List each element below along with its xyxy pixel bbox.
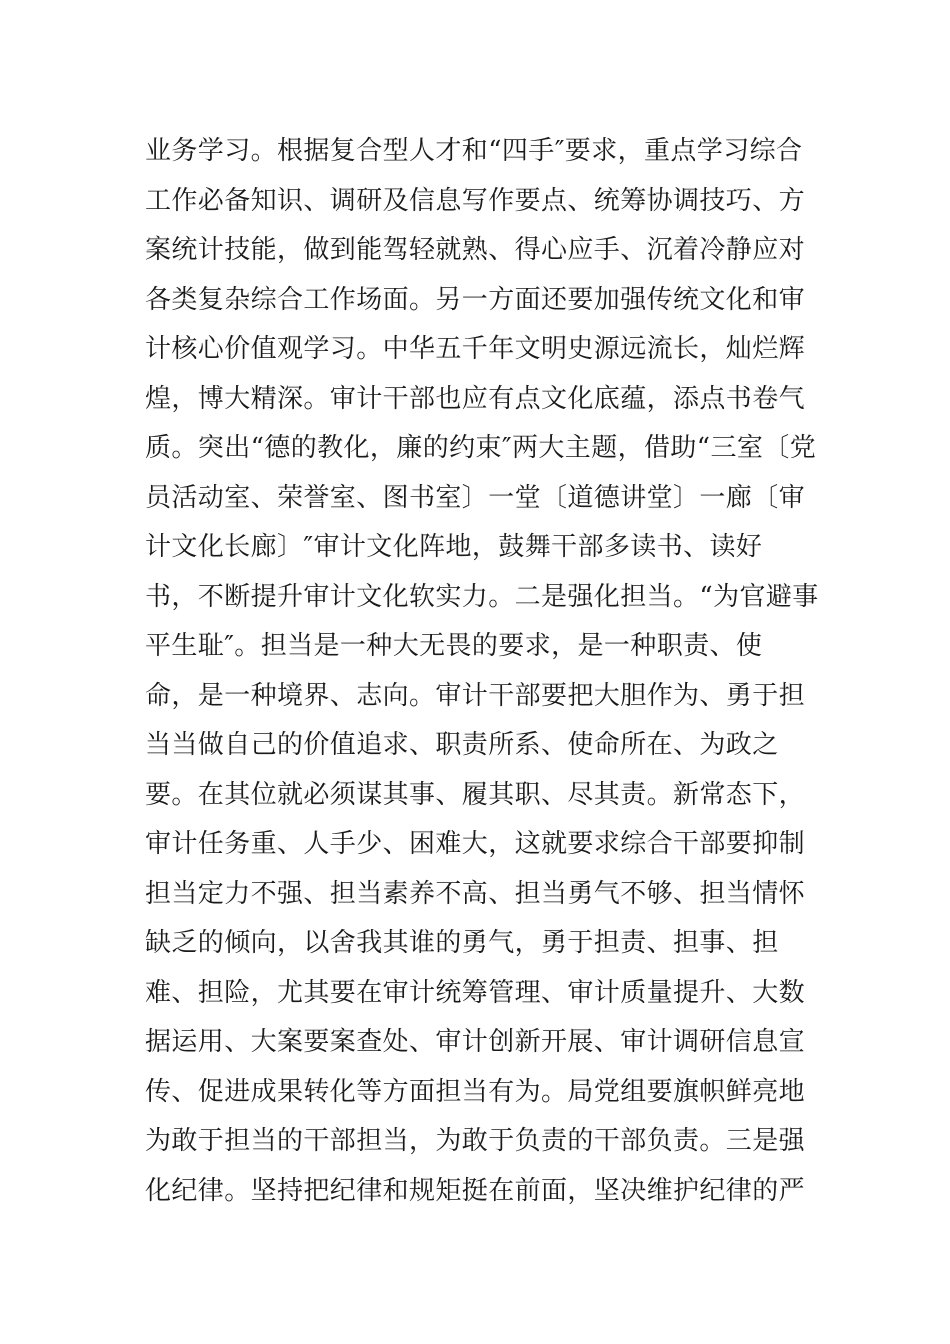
text-line: 缺乏的倾向，以舍我其谁的勇气，勇于担责、担事、担 (145, 928, 779, 958)
text-line: 要。在其位就必须谋其事、履其职、尽其责。新常态下， (145, 779, 806, 810)
text-line: 业务学习。根据复合型人才和“四手″要求，重点学习综合 (145, 136, 803, 166)
text-line: 据运用、大案要案查处、审计创新开展、审计调研信息宣 (145, 1027, 806, 1057)
text-line: 难、担险，尤其要在审计统筹管理、审计质量提升、大数 (145, 977, 806, 1008)
text-line: 传、促进成果转化等方面担当有为。局党组要旗帜鲜亮地 (145, 1076, 806, 1107)
text-line: 各类复杂综合工作场面。另一方面还要加强传统文化和审 (145, 284, 806, 315)
text-line: 为敢于担当的干部担当，为敢于负责的干部负责。三是强 (145, 1126, 806, 1156)
text-line: 平生耻″。担当是一种大无畏的要求，是一种职责、使 (145, 631, 763, 661)
text-line: 案统计技能，做到能驾轻就熟、得心应手、沉着冷静应对 (145, 235, 806, 265)
text-line: 化纪律。坚持把纪律和规矩挺在前面，坚决维护纪律的严 (145, 1175, 806, 1206)
text-line: 工作必备知识、调研及信息写作要点、统筹协调技巧、方 (145, 185, 806, 216)
text-line: 质。突出“德的教化，廉的约束″两大主题，借助“三室〔党 (145, 433, 817, 463)
text-line: 计核心价值观学习。中华五千年文明史源远流长，灿烂辉 (145, 334, 806, 364)
text-line: 员活动室、荣誉室、图书室〕一堂〔道德讲堂〕一廊〔审 (145, 482, 806, 513)
text-line: 担当定力不强、担当素养不高、担当勇气不够、担当情怀 (145, 878, 806, 909)
text-line: 计文化长廊〕″审计文化阵地，鼓舞干部多读书、读好 (145, 532, 763, 562)
text-line: 审计任务重、人手少、困难大，这就要求综合干部要抑制 (145, 829, 806, 859)
text-line: 书，不断提升审计文化软实力。二是强化担当。“为官避事 (145, 581, 819, 612)
body-text (145, 127, 825, 1216)
text-line: 当当做自己的价值追求、职责所系、使命所在、为政之 (145, 730, 779, 760)
text-line: 命，是一种境界、志向。审计干部要把大胆作为、勇于担 (145, 680, 806, 711)
text-line: 煌，博大精深。审计干部也应有点文化底蕴，添点书卷气 (145, 383, 806, 414)
